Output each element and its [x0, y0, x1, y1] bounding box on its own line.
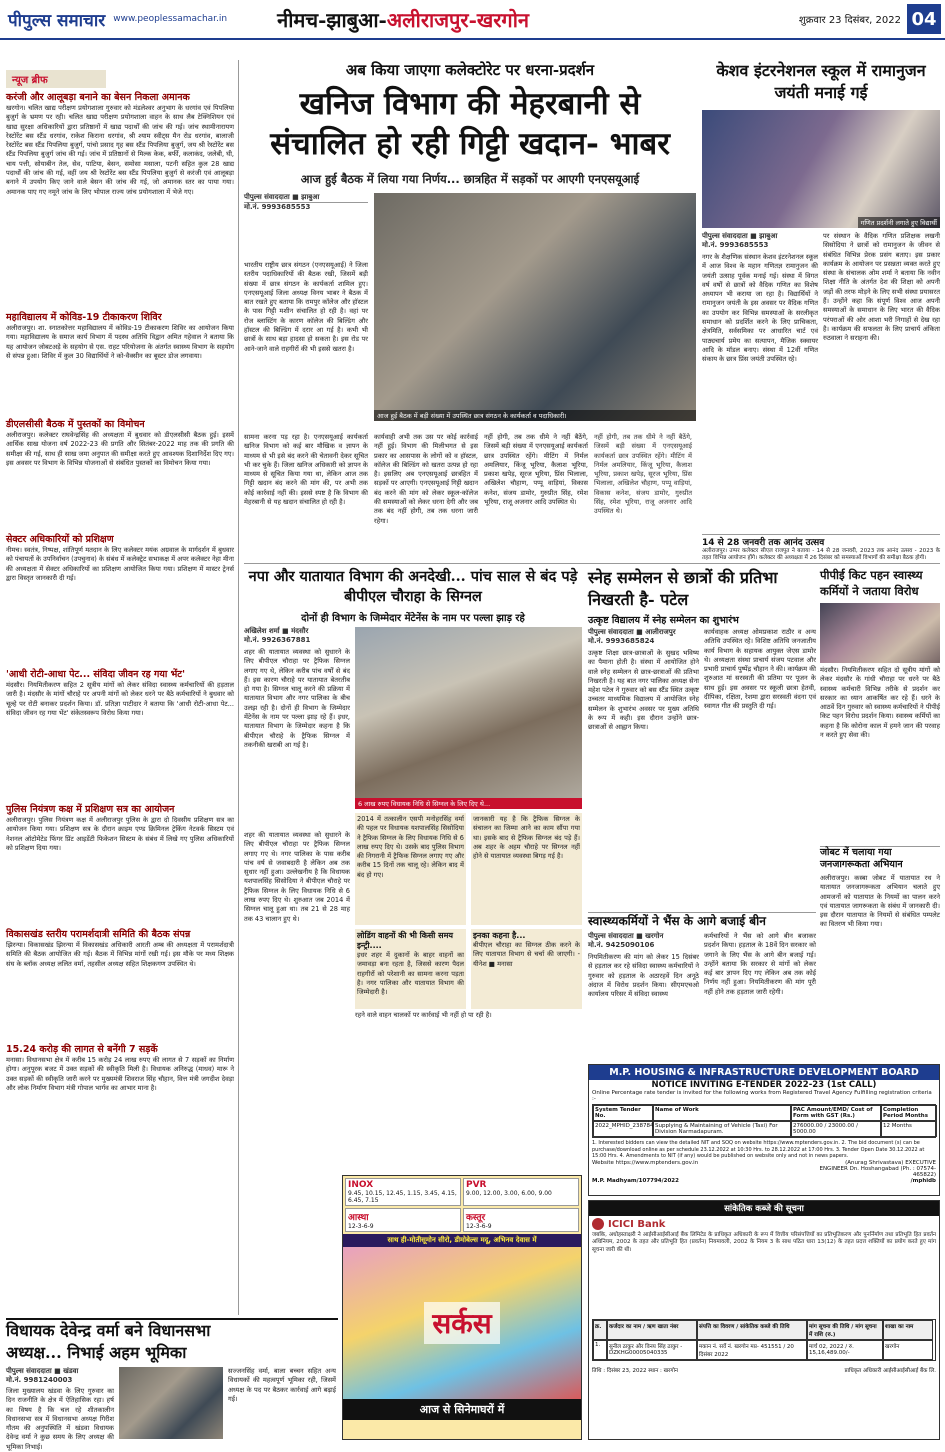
news-brief-headline: विकासखंड स्तरीय परामर्शदात्री समिति की बैठक संपन्न [6, 929, 191, 940]
anand-utsav-headline: 14 से 28 जनवरी तक आनंद उत्सव [702, 538, 825, 548]
signal-text-col-2: शहर की यातायात व्यवस्था को सुधारने के लिए बीपीएल चौराहा पर ट्रैफिक सिग्नल लगाए गए थे। नगर पालिका के पास करीब पांच वर्ष से जवाबदारी है लेकिन अब तक सुधार नहीं हुआ। उल्लेखनीय है कि विधायक यशपालसिंह सिसोदिया ने बीपीएल चौराहे पर ट्रैफिक सिग्नल के लिए विधायक निधि से 6 लाख रुपए दिए थे। शुरुआत जब 2014 में सिग्नल चालू हुआ था। तब 21 से 28 माह तक 43 चालान हुए थे। [244, 831, 350, 923]
theatre-showtimes: 9.00, 12.00, 3.00, 6.00, 9.00 [466, 1190, 552, 1197]
lead-text-col-3: कार्यवाही अभी तक उस पर कोई कार्रवाई नहीं हुई। विभाग की मिलीभगत से इस प्रकार का आसपास के लोगों को व हॉस्टल, कॉलेज की बिल्डिंग को खतरा उत्पन्न हो रहा है। इसलिए अब एनएसयूआई छात्रहित में सड़कों पर आएगी। एनएसयूआई गिट्टी खदान बंद करने की मांग को लेकर स्कूल-कॉलेज की समस्याओं को लेकर धरना देगी और जब तक बंद नहीं होगी, तब तक धरना जारी रहेगा। [374, 433, 478, 525]
signal-photo-caption: 6 लाख रुपए विधायक निधि से सिग्नल के लिए दिए थे... [355, 798, 582, 809]
cinema-bottom-banner: आज से सिनेमाघरों में [343, 1399, 581, 1420]
icici-table-cell: 1. [593, 1340, 607, 1360]
signal-box-quote-body: बीपीएल चौराहा का सिग्नल ठीक करने के लिए यातायात विभाग से चर्चा की जाएगी। - यीनेश ■ मनासा [473, 941, 580, 968]
news-brief-body: मंदसौर। नियमितीकरण सहित 2 सूत्रीय मांगों को लेकर संविदा स्वास्थ्य कर्मचारियों की हड़ताल जारी है। मंदसौर के मांगों चौराहे पर अपनी मांगों को लेकर धरने पर बैठे कर्मचारियों ने बुधवार को चूल्हे पर रोटी बनाकर प्रदर्शन किया। डॉ. प्रतिज्ञा पाटीदार ने बताया कि 'आधी रोटी-आधा पेट... संविदा जीवन रह गया भेंट' संकेतस्वरूप विरोध किया गया। [6, 681, 234, 717]
jobat-story [820, 846, 940, 1060]
lead-text-col-5: नहीं होगी, तब तक धीमे ने नहीं बैठेंगे, जिसमें बड़ी संख्या में एनएसयूआई कार्यकर्ता छात्र उपस्थित रहेंगे। मीटिंग में निर्मल अमलियार, किंजू भूरिया, कैलाश भूरिया, प्रकाश खपेड़, सूरज भूरिया, प्रिंस भिलाला, अखिलेश चौहाण, पप्पू वाड़ियां, विकास कनेश, संजय डामोर, गुरुप्रीत सिंह, रमेश भूरिया, राजू अजनार आदि उपस्थित थे। [594, 433, 692, 516]
tender-signatory: (Anurag Shrivastava) EXECUTIVE ENGINEER Dn. Hoshangabad (Ph. : 07574-465822) [819, 1159, 936, 1178]
tender-social-handle[interactable]: /mphidb [910, 1177, 936, 1184]
cinema-ad [342, 1175, 582, 1440]
signal-text-col-5: रहने वाले वाहन चालकों पर कार्रवाई भी नहीं हो पा रही है। [355, 1011, 492, 1019]
news-brief-item [6, 669, 234, 801]
keshav-phone: मो.नं. 9993685553 [702, 241, 769, 249]
news-brief-body: खरगोन। चलित खाद्य परीक्षण प्रयोगशाला गुरुवार को मंडलेश्वर अनुभाग के धरगांव एवं पिपलिया बुजुर्ग के भ्रमण पर रही। चलित खाद्य परीक्षण प्रयोगशाला वाहन के साथ लैब टेक्निशियन एवं खाद्य सुरक्षा अधिकारियों द्वारा प्रतिष्ठानों में खाद्य पदार्थों की जांच की गई। जांच स्थामीनारायण रेस्टोरेंट बस स्टैंड धरगांव, राकेश किराना धरगांव, श्री श्याम स्वीट्स मैन रोड धरगांव, बालाजी रेस्टोरेंट बस स्टैंड पिपलिया बुजुर्ग, पांचो प्रसाद गृह बस स्टैंड पिपलिया बुजुर्ग, जय श्री रेस्टोरेंट बस स्टैंड पिपलिया बुजुर्ग जांच की गई। जांच में प्रतिष्ठानों से मिल्क केक, बर्फी, कलाकंद, जलेबी, घी, चाय पत्ती, सोयाबीन तेल, सेव, पाटिया, बेसन, समोसा मसाला, पटनी सहित कुल 28 खाद्य पदार्थों की जांच की गई, वहीं जय श्री रेस्टोरेंट बस स्टैंड पिपलिया बुजुर्ग से करंजी एवं आलूबड़ा बनाने में उपयोग किए जाने वाले बेसन की जांच की गई, जो अमानक स्तर का पाया गया। अमानक पाए गए नमूने जांच के लिए भोपाल राज्य जांच प्रयोगशाला में भेजे गए। [6, 104, 234, 196]
devendra-byline: पीपुल्स संवाददाता ■ खंडवा [6, 1367, 79, 1375]
sneh-story [588, 567, 816, 907]
icici-table-header: शाखा का नाम [883, 1320, 933, 1340]
devendra-text-col-2: सज्जनसिंह वर्मा, बाला बच्चन सहित अन्य विधायकों की महत्वपूर्ण भूमिका रही, जिसमें अध्यक्ष के पद पर बैठकर कार्रवाई आगे बढ़ाई गई। [228, 1367, 336, 1403]
news-brief-headline: 'आधी रोटी-आधा पेट... संविदा जीवन रह गया भेंट' [6, 669, 185, 680]
swasthya-text-col-2: कर्मचारियों ने भैंस को आगे बीन बजाकर प्रदर्शन किया। हड़ताल के 18वें दिन सरकार को जगाने के लिए भैंस के आगे बीन बजाई गई। उन्होंने बताया कि सरकार से मांगों को लेकर कई बार ज्ञापन दिए गए लेकिन अब तक कोई निर्णय नहीं हुआ। नियमितीकरण की मांग पूरी नहीं होने तक हड़ताल जारी रहेगी। [704, 932, 816, 996]
tender-footer-code: M.P. Madhyam/107794/2022 [592, 1177, 679, 1184]
news-brief-column [6, 70, 234, 1315]
sneh-subhead: उत्कृष्ट विद्यालय में स्नेह सम्मेलन का शुभारंभ [588, 615, 739, 626]
signal-box-loading-head: लोडिंग वाहनों की भी किसी समय इन्ट्री.... [357, 931, 453, 950]
news-brief-item [6, 534, 234, 666]
sneh-text-col-2: कार्यवाहक अध्यक्ष ओमप्रकाश राठौर व अन्य अतिथि उपस्थित रहे। विशिष्ट अतिथि जनजातीय कार्य विभाग के सहायक आयुक्त जेएस डामोर थे। अध्यक्षता संस्था प्राचार्य संजय पटवाल और प्रभारी प्राचार्य पुष्पेंद्र चौहान ने की। कार्यक्रम की शुरुआत मां सरस्वती की प्रतिमा पर पूजन के साथ हुई। इस अवसर पर स्कूली छात्रा हेतवी, दीपिका, रक्षिता, रेशमा द्वारा सरस्वती वंदना एवं स्वागत गीत की प्रस्तुति दी गई। [704, 628, 816, 711]
sneh-headline: स्नेह सम्मेलन से छात्रों की प्रतिभा निखरती है- पटेल [588, 568, 778, 609]
lead-subhead: आज हुई बैठक में लिया गया निर्णय... छात्रहित में सड़कों पर आएगी एनएसयूआई [300, 172, 640, 186]
ppe-headline: पीपीई किट पहन स्वास्थ्य कर्मियों ने जताया विरोध [820, 568, 923, 598]
lead-text-col-1: भारतीय राष्ट्रीय छात्र संगठन (एनएसयूआई) ने जिला स्तरीय पदाधिकारियों की बैठक रखी, जिसमें बड़ी संख्या में छात्र संगठन के कार्यकर्ता शामिल हुए। एनएसयूआई जिला अध्यक्ष विनय भाबर ने बैठक में बात रखते हुए बताया कि रामपुर कॉलेज और हॉस्टल के पास गिट्टी मशीन संचालित हो रही है। वहां पर रोज ब्लास्टिंग के कारण कॉलेज की बिल्डिंग और हॉस्टल की बिल्डिंग में दरार आ गई है। कभी भी छात्रों के साथ बड़ा हादसा हो सकता है। इस रोड पर आने-जाने वाले राहगीरों की भी इससे खतरा है। [244, 261, 368, 353]
news-brief-item [6, 804, 234, 926]
icici-place-date: तिथि : दिसंबर 23, 2022 स्थान : खरगोन [592, 1368, 678, 1374]
region-title-black: नीमच-झाबुआ- [277, 7, 387, 32]
tender-notes: 1. Interested bidders can view the detailed NIT and SOQ on website https://www.mptenders.gov.in. 2. The bid document (s) can be purchase/download online as per schedule 23.12.2022 at 10:30 Hrs. to 28.12.2022 at 17:00 Hrs. 3. Tender Open Date 30.12.2022 at 15:00 Hrs. 4. Amendments to NIT (if any) would be published on website only and not in news papers. [592, 1140, 925, 1159]
signal-box-quote-head: इनका कहना है... [473, 931, 526, 940]
icici-table-header: क्र. [593, 1320, 607, 1340]
anand-utsav-story [702, 534, 940, 562]
signal-headline: नपा और यातायात विभाग की अनदेखी... पांच साल से बंद पड़े बीपीएल चौराहा के सिग्नल [248, 568, 578, 605]
cinema-promo-line: साथ ही-मोतीसूमोन सीरो, डीमोबेल्स मदू, अभिनव देवास में [343, 1234, 581, 1247]
devendra-headline-2: अध्यक्ष... निभाई अहम भूमिका [6, 1343, 187, 1362]
column-divider [238, 60, 239, 1315]
theatre-showtimes: 9.45, 10.15, 12.45, 1.15, 3.45, 4.15, 6.45, 7.15 [348, 1190, 457, 1204]
theatre-name: INOX [348, 1180, 374, 1190]
lead-text-col-2: सामना करना पड़ रहा है। एनएसयूआई कार्यकर्ता खनिज विभाग को कई बार मौखिक व ज्ञापन के माध्यम से भी इसे बंद करने की चेतावनी देकर सूचित भी कर चुके हैं। जिला खनिज अधिकारी को ज्ञापन के माध्यम से सूचित किया गया था, लेकिन आज तक गिट्टी खदान बंद करने की मांग की, पर अभी तक कोई कार्रवाई नहीं की। इससे स्पष्ट है कि विभाग की मेहरबानी से यह खदान संचालित हो रही है। [244, 433, 368, 507]
signal-box-loading-body: इधर शहर में दुकानों के बाहर वाहनों का जमावड़ा बना रहता है, जिससे कारण पैदल राहगीरों को परेशानी का सामना करना पड़ता है। नगर पालिका और यातायात विभाग की जिम्मेदारी है। [357, 951, 464, 997]
section-divider [244, 563, 940, 564]
keshav-text-col-2: पर संस्थान के वैदिक गणित प्रशिक्षक लखनी सिसोदिया ने छात्रों को रामानुजन के जीवन से संबंधित विभिन्न प्रेरक प्रसंग बताए। इस प्रकार कार्यक्रम के आयोजन पर प्रसन्नता व्यक्त करते हुए संस्था के संचालक ओम शर्मा ने बताया कि नवीन शिक्षा नीति के अंतर्गत देश की शिक्षा को अपनी जड़ों की तरफ मोड़ने के लिए सभी संस्था प्रयासरत हैं। उन्होंने कहा कि संपूर्ण विश्व आज अपनी समस्याओं के समाधान के लिए भारत की वैदिक परंपराओं की ओर आशा भरी निगाहों से देख रहा है। कार्यक्रम की सफलता के लिए प्राचार्य अंकिता रुठवाला ने सराहना की। [823, 232, 940, 343]
news-brief-headline: 15.24 करोड़ की लागत से बनेंगी 7 सड़कें [6, 1044, 158, 1055]
icici-bank-name: ICICI Bank [608, 1218, 666, 1230]
anand-utsav-body: अलीराजपुर। उप्पर कलेक्टर सीएल राजपुत ने बताया - 14 से 28 जनवरी, 2023 तक आनंद उत्सव - 2023 के तहत विभिन्न आयोजन होंगे। कलेक्टर की अध्यक्षता में 26 दिसंबर को समस्याओं विभागों की समीक्षा बैठक होगी। [702, 548, 940, 561]
theatre-list [343, 1176, 581, 1234]
theatre-listing [463, 1208, 579, 1232]
news-brief-item [6, 419, 234, 531]
tender-table-cell: 2022_MPHID_238784 [593, 1121, 653, 1137]
website-url[interactable]: www.peoplessamachar.in [113, 14, 228, 24]
sneh-text-col-1: उत्कृष्ट शिक्षा छात्र-छात्राओं के सुखद भविष्य का पैमाना होती है। संस्था में आयोजित होने वाले स्नेह सम्मेलन से छात्र-छात्राओं की प्रतिभा निखरती है। यह बात नगर पालिका अध्यक्ष सेना महेश पटेल ने गुरुवार को बस स्टैंड स्थित उत्कृष्ट उच्चतर माध्यमिक विद्यालय में आयोजित स्नेह सम्मेलन के शुभारंभ अवसर पर मुख्य अतिथि के रूप में कही। इस दौरान उन्होंने छात्र-छात्राओं से आह्वान किया। [588, 649, 699, 732]
news-brief-body: अलीराजपुर। पुलिस नियंत्रण कक्ष में अलीराजपुर पुलिस के द्वारा दो दिवसीय प्रशिक्षण सत्र का आयोजन किया गया। प्रशिक्षण सत्र के दौरान क्राइम एण्ड क्रिमिनल ट्रेकिंग नेटवर्क सिस्टम एवं नेशनल ऑटोमेटेड फिंगर प्रिंट आइडेंटी फिकेशन सिस्टम के संबंध में लिखे गए पुलिस अधिकारियों को प्रशिक्षण दिया गया। [6, 816, 234, 852]
theatre-showtimes: 12-3-6-9 [348, 1223, 374, 1230]
news-brief-headline: महाविद्यालय में कोविड-19 टीकाकरण शिविर [6, 312, 162, 323]
news-brief-body: अलीराजपुर। शा. स्नातकोत्तर महाविद्यालय में कोविड-19 टीकाकरण शिविर का आयोजन किया गया। महाविद्यालय के समाज कार्य विभाग में पदस्थ अतिथि विद्वान अमित गहेवाल ने बताया कि यह आयोजन जोबटअड़े के सहयोग से एस. राहट परियोजना के अंतर्गत स्वास्थ्य विभाग के सहयोग से संपन्न हुआ। शिविर में कुल 30 विद्यार्थियों ने को-वैक्सीन का बूस्टर डोज लगवाया। [6, 324, 234, 360]
tender-intro: Online Percentage rate tender is invited for the following works from Registered Travel Agency Fulfilling registration criteria :- [592, 1090, 932, 1102]
devendra-headline-1: विधायक देवेन्द्र वर्मा बने विधानसभा [6, 1321, 211, 1340]
news-brief-headline: पुलिस नियंत्रण कक्ष में प्रशिक्षण सत्र का आयोजन [6, 804, 175, 815]
tender-table-header: Name of Work [653, 1105, 791, 1121]
icici-table-cell: मकान नं. सर्वे नं. खरगोन मप्र- 451551 / 20 दिसंबर 2022 [697, 1340, 807, 1360]
swasthya-byline: पीपुल्स संवाददाता ■ खरगोन [588, 932, 664, 940]
signal-byline: अखिलेश शर्मा ■ मंदसौर [244, 627, 309, 635]
newspaper-logo: पीपुल्स समाचार [8, 10, 106, 31]
icici-table-cell: खरगोन [883, 1340, 933, 1360]
tender-table-header: PAC Amount/EMD/ Cost of Form with GST (Rs.) [791, 1105, 881, 1121]
signal-text-col-3: 2014 में तत्कालीन एसपी मनोहरसिंह वर्मा की पहल पर विधायक यशपालसिंह सिसोदिया ने ट्रैफिक सिग्नल के लिए विधायक निधि से 6 लाख रुपए दिए थे। उसके बाद पुलिस विभाग की निगरानी में ट्रैफिक सिग्नल लगाए गए और करीब 15 दिनों तक चालू रहे। लेकिन बाद में बंद हो गए। [355, 813, 466, 925]
dateline: शुक्रवार 23 दिसंबर, 2022 [798, 15, 901, 26]
lead-byline: पीपुल्स संवाददाता ■ झाबुआ [244, 193, 368, 203]
icici-table-header: मांग सूचना की तिथि / मांग सूचना में राशि (रु.) [807, 1320, 883, 1340]
lead-headline-2: संचालित हो रही गिट्टी खदान- भाबर [270, 126, 670, 162]
theatre-name: PVR [466, 1180, 487, 1190]
news-brief-label: न्यूज ब्रीफ [6, 70, 106, 88]
theatre-listing [345, 1208, 461, 1232]
jobat-body: अलीराजपुर। कस्बा जोबट में यातायात रथ ने यातायात जनजागरूकता अभियान चलाते हुए आमजनों को यातायात के नियमों का पालन करने एवं यातायात जागरूकता के संबंध में जानकारी दी। इस दौरान यातायात के नियमों से संबंधित पम्पलेट का वितरण भी किया गया। [820, 874, 940, 929]
sneh-byline: पीपुल्स संवाददाता ■ आलीराजपुर [588, 628, 676, 636]
keshav-headline: केशव इंटरनेशनल स्कूल में रामानुजन जयंती मनाई गई [716, 61, 926, 102]
tender-board: M.P. HOUSING & INFRASTRUCTURE DEVELOPMENT BOARD [589, 1065, 939, 1080]
lead-headline-1: खनिज विभाग की मेहरबानी से [299, 86, 641, 122]
lead-phone: मो.नं. 9993685553 [244, 203, 311, 211]
tender-table-cell: 12 Months [881, 1121, 937, 1137]
signal-text-col-1: शहर की यातायात व्यवस्था को सुधारने के लिए बीपीएल चौराहा पर ट्रैफिक सिग्नल लगाए गए थे, लेकिन करीब पांच वर्षों से बंद हैं। इस कारण चौराहे पर यातायात बेतरतीब हो गया है। सिग्नल चालू करने की प्रक्रिया में यातायात विभाग और नगर पालिका के बीच उलझ रही है। दोनों ही विभाग के जिम्मेदार मेंटेनेंस के नाम पर पल्ला झाड़ रहे हैं। इधर, यातायात विभाग के जिम्मेदार कहना है कि बीपीएल चौराहे के ट्रैफिक सिग्नल में तकनीकी खराबी आ गई है। [244, 648, 350, 749]
theatre-name: कस्तूर [466, 1213, 486, 1223]
signal-phone: मो.नं. 9926367881 [244, 636, 311, 644]
tender-website[interactable]: Website https://www.mptenders.gov.in [592, 1159, 699, 1166]
keshav-photo [702, 110, 940, 228]
theatre-listing [463, 1178, 579, 1206]
icici-body: जबकि, अधोहस्ताक्षरी ने आईसीआईसीआई बैंक लिमिटेड के प्राधिकृत अधिकारी के रूप में वित्तीय परिसंपत्तियों का प्रतिभूतिकरण और पुनर्निर्माण तथा प्रतिभूति हित प्रवर्तन अधिनियम, 2002 के तहत और प्रतिभूति हित (प्रवर्तन) नियमावली, 2002 के नियम 3 के साथ पठित धारा 13(12) के तहत प्रदत्त शक्तियों का प्रयोग करते हुए मांग सूचना जारी की थी। [592, 1232, 936, 1253]
lead-photo-caption: आज हुई बैठक में बड़ी संख्या में उपस्थित छात्र संगठन के कार्यकर्ता व पदाधिकारी। [374, 410, 696, 421]
signal-photo [355, 627, 582, 809]
news-brief-body: झिरन्या। विकासखंड झिरन्या में विकासखंड अधिकारी आरती अम्ब की अध्यक्षता में परामर्शदात्री समिति की बैठक आयोजित की गई। बैठक में विभिन्न मांगों रखी गई। इस मौके पर मध्य शिक्षक संघ के ब्लॉक अध्यक्ष ललित वर्मा, तहसील अध्यक्ष सहित शिक्षकगण उपस्थित थे। [6, 941, 234, 968]
news-brief-body: मनासा। विधानसभा क्षेत्र में करीब 15 करोड़ 24 लाख रुपए की लागत से 7 सड़कों का निर्माण होगा। अनुपूरक बजट में उक्त सड़कों की स्वीकृति मिली है। विधायक अनिरुद्ध (माधव) मारू ने उक्त सड़कों की स्वीकृति जारी करने पर मुख्यमंत्री शिवराज सिंह चौहान, वित्त मंत्री जगदीश देवड़ा और लोक निर्माण विभाग मंत्री गोपाल भार्गव का आभार माना है। [6, 1056, 234, 1092]
icici-sign: प्राधिकृत अधिकारी आईसीआईसीआई बैंक लि. [844, 1368, 936, 1374]
icici-table-header: संपत्ति का विवरण / सांकेतिक कब्जे की तिथि [697, 1320, 807, 1340]
swasthya-story [588, 912, 816, 1062]
keshav-byline: पीपुल्स संवाददाता ■ झाबुआ [702, 232, 778, 240]
swasthya-phone: मो.नं. 9425090106 [588, 941, 655, 949]
news-brief-headline: करंजी और आलूबड़ा बनाने का बेसन निकला अमानक [6, 92, 190, 103]
icici-ad [588, 1200, 940, 1440]
signal-box-quote [471, 929, 582, 1009]
swasthya-text-col-1: नियमितीकरण की मांग को लेकर 15 दिसंबर से हड़ताल कर रहे संविदा स्वास्थ्य कर्मचारियों ने गुरुवार को हड़ताल के अठारहवें दिन अनूठे अंदाज में विरोध प्रदर्शन किया। सीएमएचओ कार्यालय परिसर में संविदा स्वास्थ्य [588, 953, 699, 999]
news-brief-headline: डीएलसीसी बैठक में पुस्तकों का विमोचन [6, 419, 145, 430]
signal-story [244, 567, 582, 1067]
icici-table-header: कर्जदार का नाम / ऋण खाता नंबर [607, 1320, 697, 1340]
icici-table-cell: मार्च 02, 2022 / रु. 15,16,489.00/- [807, 1340, 883, 1360]
lead-photo [374, 193, 696, 421]
theatre-name: आस्था [348, 1213, 369, 1223]
swasthya-headline: स्वास्थ्यकर्मियों ने भैंस के आगे बजाई बीन [588, 914, 766, 928]
tender-table-header: Completion Period Months [881, 1105, 937, 1121]
movie-title: सर्कस [424, 1302, 499, 1344]
news-brief-body: नीमच। स्वतंत्र, निष्पक्ष, शांतिपूर्ण मतदान के लिए कलेक्टर मयंक अग्रवाल के मार्गदर्शन में बुधवार को पंचायतों के उपनिर्वाचन (उपचुनाव) के संबंध में कलेक्ट्रेट सभाकक्ष में अपर कलेक्टर नेहा मीना की अध्यक्षता में सेक्टर अधिकारियों का प्रशिक्षण आयोजित किया गया। प्रशिक्षण में मास्टर ट्रेनर्स द्वारा विस्तृत जानकारी दी गई। [6, 546, 234, 582]
devendra-phone: मो.नं. 9981240003 [6, 1376, 73, 1384]
theatre-listing [345, 1178, 461, 1206]
masthead [0, 0, 945, 40]
news-brief-item [6, 1044, 234, 1166]
news-brief-item [6, 92, 234, 309]
ppe-photo [820, 603, 940, 663]
devendra-photo [119, 1367, 223, 1439]
icici-table [592, 1319, 936, 1361]
ppe-body: मंदसौर। नियमितीकरण सहित दो सूत्रीय मांगों को लेकर मंदसौर के गांधी चौराहा पर धरने पर बैठे स्वास्थ्य कर्मचारी विभिन्न तरीके से प्रदर्शन कर सरकार का ध्यान आकर्षित कर रहे हैं। धरने के आठवें दिन गुरुवार को स्वास्थ्य कर्मचारियों ने पीपीई किट पहन विरोध प्रदर्शन किया। स्वास्थ्य कर्मियों का कहना है कि कोरोना काल में हमने जान की परवाह न करते हुए सेवा की। [820, 666, 940, 740]
news-brief-headline: सेक्टर अधिकारियों को प्रशिक्षण [6, 534, 114, 545]
signal-box-loading [355, 929, 466, 1009]
lead-story [244, 60, 696, 555]
movie-poster [343, 1247, 581, 1399]
lead-text-col-4: नहीं होगी, तब तक धीमे ने नहीं बैठेंगे, जिसमें बड़ी संख्या में एनएसयूआई कार्यकर्ता छात्र उपस्थित रहेंगे। मीटिंग में निर्मल अमलियार, किंजू भूरिया, कैलाश भूरिया, प्रकाश खपेड़, सूरज भूरिया, प्रिंस भिलाला, अखिलेश चौहाण, पप्पू वाड़ियां, विकास कनेश, संजय डामोर, गुरुप्रीत सिंह, रमेश भूरिया, राजू अजनार आदि उपस्थित थे। [484, 433, 588, 507]
tender-table [592, 1104, 936, 1138]
news-brief-item [6, 929, 234, 1041]
region-title [277, 6, 529, 33]
keshav-story [702, 60, 940, 530]
icici-logo-icon [592, 1218, 604, 1230]
keshav-text-col-1: नगर के शैक्षणिक संस्थान केशव इंटरनेशनल स्कूल में आज विश्व के महान गणितज्ञ रामानुजन की जयंती उत्साह पूर्वक मनाई गई। संस्था में विगत वर्ष वर्षों से छात्रों को वैदिक गणित का विशेष अध्यापन भी कराया जा रहा है। विद्यार्थियों ने रामानुजन जयंती के इस अवसर पर वैदिक गणित का उपयोग कर विभिन्न समस्याओं के सरलीकृत समाधान को प्रदर्शित करने के लिए प्राचिकता, क्षेत्रमिति, सर्वसमिका पर आधारित चार्ट एवं पाठ्यचार्य प्रमेय का सत्यापन, मैजिक स्क्वायर आदि के मॉडल बनाए। संस्था में 12वीं गणित संकाय के छात्र प्रिंस जयंती उपस्थित रहे। [702, 253, 818, 364]
page-number: 04 [907, 4, 941, 34]
lead-kicker: अब किया जाएगा कलेक्टोरेट पर धरना-प्रदर्शन [345, 61, 595, 79]
icici-table-cell: सुनील ठाकुर और विनय सिंह ठाकुर - DZKHG00005040335 [607, 1340, 697, 1360]
devendra-story [6, 1318, 338, 1451]
tender-table-cell: 276000.00 / 23000.00 / 5000.00 [791, 1121, 881, 1137]
jobat-headline: जोबट में चलाया गया जनजागरूकता अभियान [820, 847, 903, 870]
ppe-story [820, 567, 940, 842]
signal-text-col-4: जानकारी यह है कि ट्रैफिक सिग्नल के संचालन का जिम्मा आने का काम सौंपा गया था। इसके बाद से ट्रैफिक सिग्नल बंद पड़े हैं। अब शहर के अहम चौराहे पर सिग्नल नहीं होने से यातायात व्यवस्था बिगड़ गई है। [471, 813, 582, 925]
sneh-phone: मो.नं. 9993685824 [588, 637, 655, 645]
region-title-red: अलीराजपुर-खरगोन [386, 7, 529, 32]
tender-table-header: System Tender No. [593, 1105, 653, 1121]
theatre-showtimes: 12-3-6-9 [466, 1223, 492, 1230]
tender-notice: NOTICE INVITING E-TENDER 2022-23 (1st CALL) [651, 1080, 877, 1090]
tender-ad [588, 1064, 940, 1196]
signal-subhead: दोनों ही विभाग के जिम्मेदार मेंटेनेंस के नाम पर पल्ला झाड़ रहे [301, 613, 525, 624]
icici-title: सांकेतिक कब्जे की सूचना [589, 1201, 939, 1216]
keshav-photo-caption: गणित प्रदर्शनी लगाते हुए विद्यार्थी [858, 217, 940, 228]
tender-table-cell: Supplying & Maintaining of Vehicle (Taxi) For Division Narmadapuram. [653, 1121, 791, 1137]
news-brief-list [6, 92, 234, 1166]
devendra-text-col-1: जिला मुख्यालय खंडवा के लिए गुरुवार का दिन राजनीति के क्षेत्र में ऐतिहासिक रहा। हर्ष का विषय है कि चल रहे शीतकालीन विधानसभा सत्र में विधानसभा अध्यक्ष गिरीश गौतम की अनुपस्थिति में खंडवा विधायक देवेन्द्र वर्मा ने कुछ समय के लिए अध्यक्ष की भूमिका निभाई। [6, 1387, 114, 1451]
news-brief-item [6, 312, 234, 416]
news-brief-body: अलीराजपुर। कलेक्टर राघवेन्द्रसिंह की अध्यक्षता में बुधवार को डीएलसीसी बैठक हुई। इसमें आर्थिक साख योजना वर्ष 2022-23 की प्रगति और सितंबर-2022 माह तक की प्रगति की समीक्षा की गई, साथ ही साख जमा अनुपात की समीक्षा करते हुए आवश्यक दिशानिर्देश दिए गए। इस अवसर पर विभाग के विभिन्न योजनाओं से संबंधित पुस्तकों का विमोचन किया गया। [6, 431, 234, 467]
